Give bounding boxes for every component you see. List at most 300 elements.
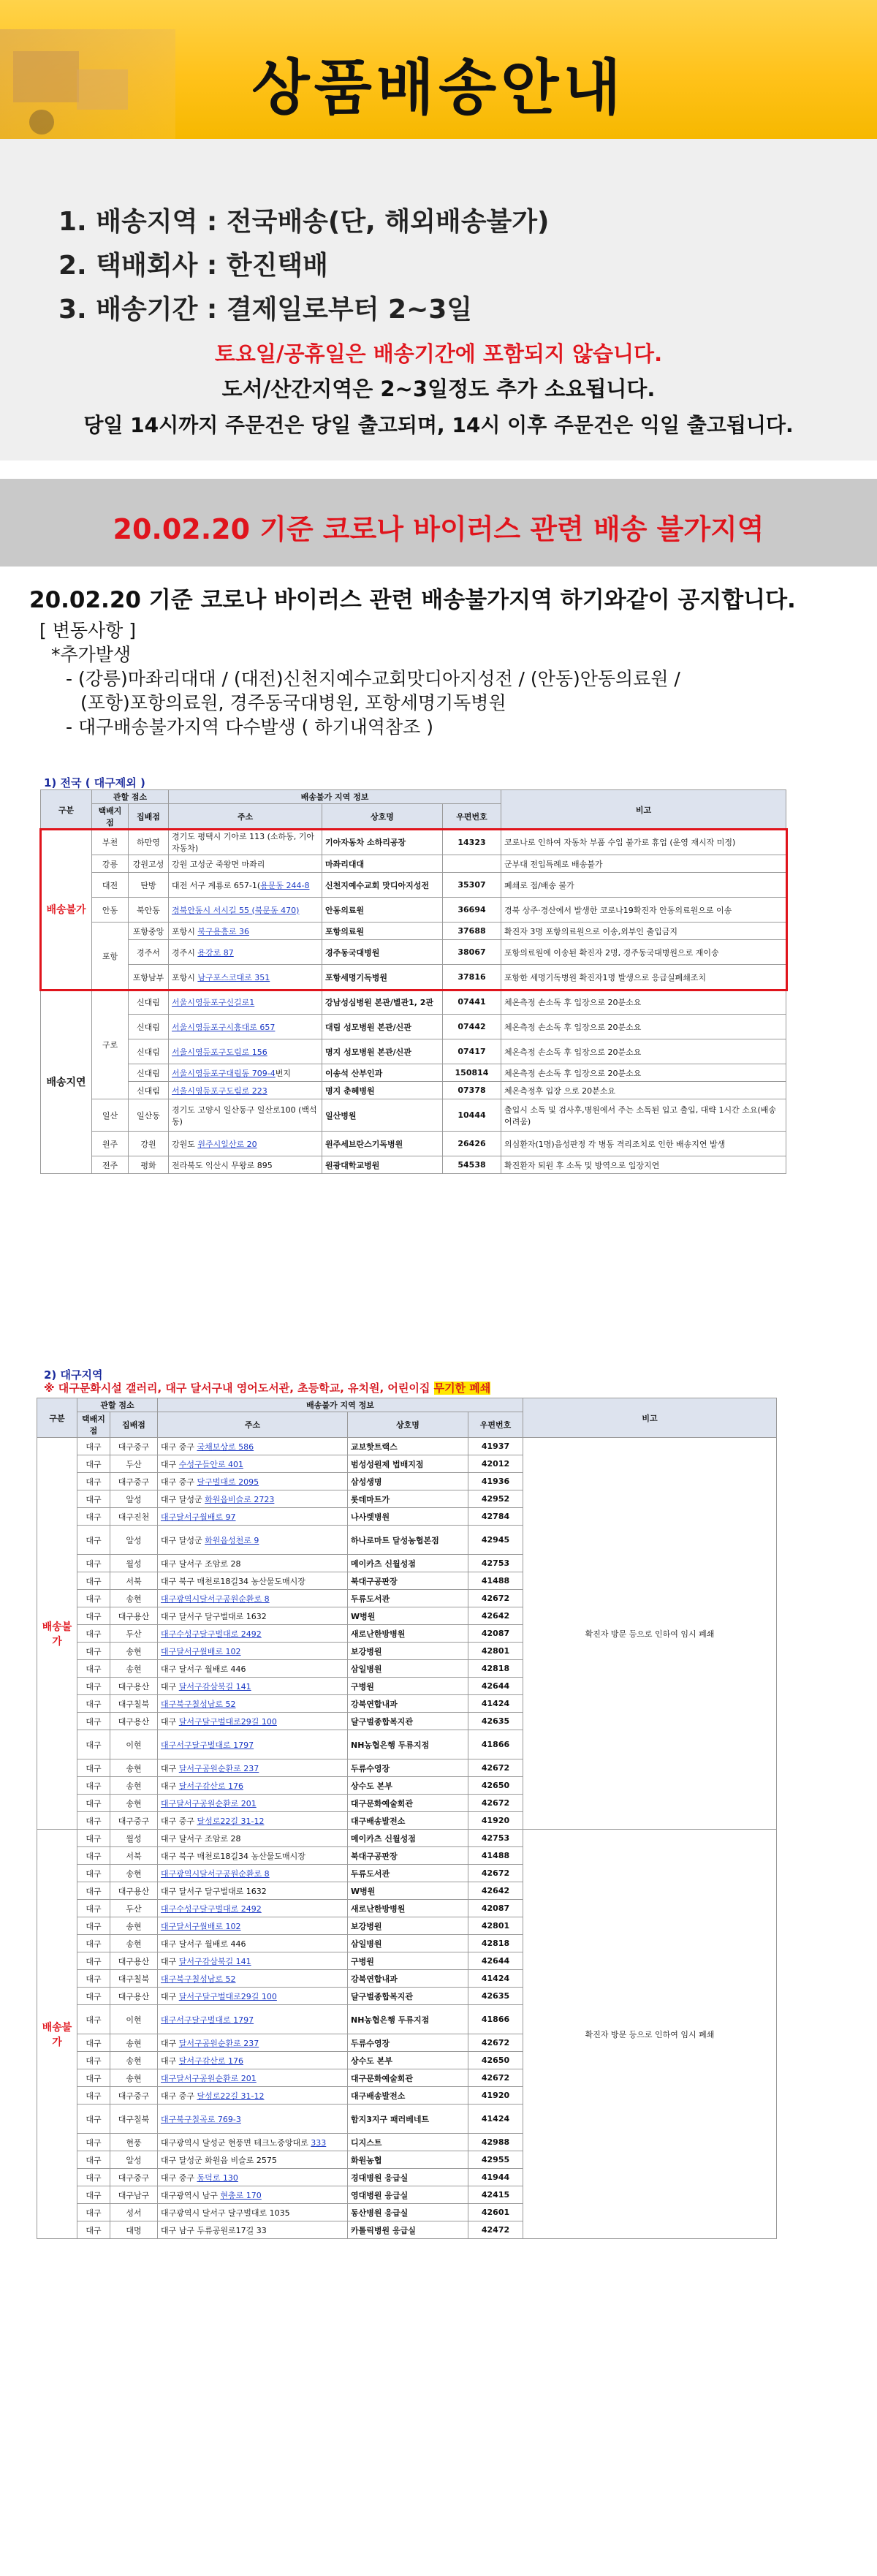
table-row	[41, 965, 786, 990]
area-cell: 대구	[77, 1607, 110, 1625]
col-header-info: 배송불가 지역 정보	[169, 790, 501, 804]
corona-banner	[0, 479, 877, 567]
depot-cell: 송현	[110, 1643, 158, 1660]
area-cell: 대구	[77, 1695, 110, 1713]
name-cell: 원광대학교병원	[322, 1156, 443, 1174]
name-cell: 달구벌종합복지관	[348, 1988, 468, 2005]
name-cell: 달구벌종합복지관	[348, 1713, 468, 1730]
table-row	[41, 1156, 786, 1174]
col-header-depot: 집배점	[129, 804, 169, 830]
area-cell: 대구	[77, 1713, 110, 1730]
address-link[interactable]: 대구광역시달서구공원순환로 8	[161, 1594, 270, 1604]
address-cell	[158, 1812, 348, 1830]
depot-cell: 탄방	[129, 873, 169, 898]
area-cell: 대구	[77, 1830, 110, 1847]
zip-cell: 41424	[468, 1970, 523, 1988]
area-cell: 대전	[92, 873, 129, 898]
note-cell: 군부대 전입특례로 배송불가	[501, 855, 786, 873]
address-cell	[158, 1455, 348, 1473]
address-cell	[158, 2069, 348, 2087]
address-link[interactable]: 경북안동시 서시길 55 (북문동 470)	[172, 905, 300, 915]
address-link[interactable]: 달성로22길 31-12	[197, 2091, 265, 2101]
address-cell	[169, 1039, 322, 1064]
table2-subtitle	[44, 1380, 490, 1395]
address-text: 대구 달성군	[161, 1494, 205, 1504]
address-cell	[158, 2186, 348, 2204]
address-cell	[158, 1952, 348, 1970]
area-cell: 대구	[77, 1900, 110, 1917]
address-link[interactable]: 대구달서구월배로 102	[161, 1646, 241, 1656]
zip-cell: 41866	[468, 1730, 523, 1759]
zip-cell: 07442	[443, 1015, 501, 1039]
address-link[interactable]: 현충로 170	[220, 2190, 262, 2200]
col-header-office: 관할 점소	[77, 1398, 158, 1412]
address-cell	[158, 1795, 348, 1812]
name-cell: 기아자동차 소하리공장	[322, 830, 443, 855]
zip-cell: 42818	[468, 1660, 523, 1678]
name-cell: 대구문화예술회관	[348, 1795, 468, 1812]
zip-cell: 42784	[468, 1508, 523, 1526]
address-text: 대전 서구 계룡로 657-1(	[172, 880, 261, 890]
address-link[interactable]: 달서구감산로 176	[178, 1781, 243, 1791]
name-cell: 두류도서관	[348, 1590, 468, 1607]
notice-line: - (강릉)마좌리대대 / (대전)신천지예수교회맛디아지성전 / (안동)안동의료원 /	[66, 668, 680, 689]
col-header-zip: 우편번호	[443, 804, 501, 830]
address-cell	[158, 1917, 348, 1935]
note-cell: 체온측정 손소독 후 입장으로 20분소요	[501, 1015, 786, 1039]
col-header-address: 주소	[158, 1412, 348, 1438]
zip-cell: 42945	[468, 1526, 523, 1555]
area-cell: 대구	[77, 1660, 110, 1678]
depot-cell: 대구칠북	[110, 2105, 158, 2134]
address-cell	[158, 1607, 348, 1625]
address-cell	[169, 1015, 322, 1039]
address-cell	[158, 2151, 348, 2169]
address-text: 경주시	[172, 947, 198, 958]
zip-cell: 41488	[468, 1572, 523, 1590]
address-link[interactable]: 달서구공원순환로 237	[178, 2038, 259, 2048]
col-header-note: 비고	[523, 1398, 777, 1438]
depot-cell: 알성	[110, 2151, 158, 2169]
note-cell: 경북 상주·경산에서 발생한 코로나19확진자 안동의료원으로 이송	[501, 898, 786, 923]
table-row	[41, 1039, 786, 1064]
depot-cell: 대구칠북	[110, 1970, 158, 1988]
name-cell: 강북연합내과	[348, 1970, 468, 1988]
area-cell: 대구	[77, 1917, 110, 1935]
address-link[interactable]: 대구달서구월배로 97	[161, 1512, 236, 1522]
area-cell: 대구	[77, 1490, 110, 1508]
col-header-depot: 집배점	[110, 1412, 158, 1438]
address-link[interactable]: 북구용흥로 36	[197, 926, 249, 936]
nationwide-table	[40, 789, 786, 1174]
zip-cell: 42753	[468, 1830, 523, 1847]
page-title: 상품배송안내	[251, 53, 626, 123]
address-cell	[169, 873, 322, 898]
address-link[interactable]: 달구벌대로 2095	[197, 1477, 259, 1487]
area-cell: 대구	[77, 2052, 110, 2069]
address-link[interactable]: 달서구달구벌대로29길 100	[178, 1716, 277, 1727]
note-cell: 포항한 세명기독병원 확진자1명 발생으로 응급실폐쇄조치	[501, 965, 786, 990]
area-cell: 대구	[77, 1865, 110, 1882]
address-cell	[169, 1082, 322, 1099]
zip-cell: 41920	[468, 2087, 523, 2105]
name-cell: 대구배송발전소	[348, 2087, 468, 2105]
area-cell: 대구	[77, 1555, 110, 1572]
zip-cell: 41424	[468, 2105, 523, 2134]
depot-cell: 신대림	[129, 1015, 169, 1039]
address-link[interactable]: 대구북구칠성남로 52	[161, 1974, 236, 1984]
address-text: 대구광역시 달서구 달구벌대로 1035	[161, 2208, 290, 2218]
courier-company: 2. 택배회사 : 한진택배	[58, 251, 328, 281]
address-cell	[158, 1830, 348, 1847]
depot-cell: 송현	[110, 1660, 158, 1678]
address-cell	[158, 2134, 348, 2151]
zip-cell: 42087	[468, 1625, 523, 1643]
address-text: 대구 중구	[161, 1477, 197, 1487]
notice-line: - 대구배송불가지역 다수발생 ( 하기내역참조 )	[66, 716, 433, 738]
address-link[interactable]: 화원읍성천로 9	[205, 1535, 259, 1545]
group-label: 배송불가	[37, 1438, 77, 1830]
address-link[interactable]: 원주시일산로 20	[197, 1139, 257, 1149]
address-link[interactable]: 대구달서구월배로 102	[161, 1921, 241, 1931]
depot-cell: 월성	[110, 1555, 158, 1572]
address-link[interactable]: 서울시영등포구신길로1	[172, 997, 255, 1007]
address-link[interactable]: 대구북구칠곡로 769-3	[161, 2114, 241, 2124]
group-label: 배송불가	[41, 830, 92, 990]
address-link[interactable]: 서울시영등포구도림로 223	[172, 1086, 267, 1096]
address-text: 포항시	[172, 926, 198, 936]
depot-cell: 경주서	[129, 940, 169, 965]
table-row	[41, 898, 786, 923]
zip-cell: 42672	[468, 1590, 523, 1607]
area-cell: 대구	[77, 1952, 110, 1970]
col-header-office: 관할 점소	[92, 790, 169, 804]
note-cell: 코로나로 인하여 자동차 부품 수입 불가로 휴업 (운영 재시작 미정)	[501, 830, 786, 855]
col-header-gubun: 구분	[37, 1398, 77, 1438]
name-cell: 일산병원	[322, 1099, 443, 1132]
zip-cell: 42650	[468, 2052, 523, 2069]
note-cell: 체온측정후 입장 으로 20분소요	[501, 1082, 786, 1099]
address-link[interactable]: 대구북구칠성남로 52	[161, 1699, 236, 1709]
name-cell: 함지3지구 패러베네트	[348, 2105, 468, 2134]
zip-cell: 07378	[443, 1082, 501, 1099]
zip-cell: 42642	[468, 1607, 523, 1625]
depot-cell: 대구칠북	[110, 1695, 158, 1713]
name-cell: 카톨릭병원 응급실	[348, 2221, 468, 2239]
note-cell: 체온측정 손소독 후 입장으로 20분소요	[501, 990, 786, 1015]
remote-area-notice: 도서/산간지역은 2~3일정도 추가 소요됩니다.	[221, 376, 656, 401]
depot-cell: 송현	[110, 1759, 158, 1777]
address-text: 대구	[161, 2038, 179, 2048]
area-cell: 부천	[92, 830, 129, 855]
address-text: 경기도 평택시 기아로 113 (소하동, 기아자동차)	[172, 832, 315, 853]
name-cell: 새로난한방병원	[348, 1625, 468, 1643]
address-cell	[158, 2034, 348, 2052]
zip-cell: 42087	[468, 1900, 523, 1917]
zip-cell: 42672	[468, 1865, 523, 1882]
address-link[interactable]: 서울시영등포구대림동 709-4	[172, 1068, 276, 1078]
depot-cell: 대구중구	[110, 1438, 158, 1455]
notice-line: *추가발생	[51, 644, 132, 665]
address-cell	[158, 1473, 348, 1490]
zip-cell: 42644	[468, 1678, 523, 1695]
depot-cell: 신대림	[129, 1082, 169, 1099]
address-link[interactable]: 달서구감삼북길 141	[178, 1681, 251, 1692]
depot-cell: 서북	[110, 1572, 158, 1590]
zip-cell: 38067	[443, 940, 501, 965]
zip-cell: 41936	[468, 1473, 523, 1490]
address-link[interactable]: 달서구감삼북길 141	[178, 1956, 251, 1966]
col-header-gubun: 구분	[41, 790, 92, 830]
address-cell	[169, 923, 322, 940]
address-cell	[169, 898, 322, 923]
area-cell: 대구	[77, 1970, 110, 1988]
address-link[interactable]: 수성구들안로 401	[178, 1459, 243, 1469]
address-cell	[158, 1643, 348, 1660]
table-row	[41, 1099, 786, 1132]
address-link[interactable]: 대구서구달구벌대로 1797	[161, 2015, 254, 2025]
corona-notice	[29, 581, 862, 739]
address-link[interactable]: 달서구공원순환로 237	[178, 1763, 259, 1773]
area-cell: 대구	[77, 1678, 110, 1695]
address-link[interactable]: 대구달서구공원순환로 201	[161, 1798, 257, 1808]
zip-cell: 42801	[468, 1643, 523, 1660]
area-cell: 대구	[77, 2087, 110, 2105]
area-cell: 대구	[77, 2151, 110, 2169]
name-cell: 영대병원 응급실	[348, 2186, 468, 2204]
zip-cell: 42012	[468, 1455, 523, 1473]
depot-cell: 강원고성	[129, 855, 169, 873]
area-cell: 대구	[77, 1526, 110, 1555]
address-cell	[158, 1900, 348, 1917]
address-text: 대구 달서구 월배로 446	[161, 1664, 246, 1674]
name-cell: 두류수영장	[348, 2034, 468, 2052]
depot-cell: 포항남부	[129, 965, 169, 990]
name-cell: 두류도서관	[348, 1865, 468, 1882]
zip-cell: 37816	[443, 965, 501, 990]
name-cell: 신천지예수교회 맛디아지성전	[322, 873, 443, 898]
note-cell: 확진자 3명 포항의료원으로 이송,외부인 출입금지	[501, 923, 786, 940]
address-text: 대구 달서구 조암로 28	[161, 1558, 241, 1569]
table1-title: 1) 전국 ( 대구제외 )	[44, 776, 145, 789]
address-cell	[158, 2169, 348, 2186]
name-cell: 상수도 본부	[348, 1777, 468, 1795]
name-cell: 마좌리대대	[322, 855, 443, 873]
zip-cell: 42672	[468, 1795, 523, 1812]
address-cell	[158, 2204, 348, 2221]
address-link[interactable]: 국채보상로 586	[197, 1442, 254, 1452]
address-link[interactable]: 달서구달구벌대로29길 100	[178, 1991, 277, 2001]
col-header-zip: 우편번호	[468, 1412, 523, 1438]
address-text: 대구 북구 매천로18길34 농산물도매시장	[161, 1851, 305, 1861]
col-header-address: 주소	[169, 804, 322, 830]
address-link[interactable]: 대구수성구달구벌대로 2492	[161, 1629, 262, 1639]
area-cell: 대구	[77, 1882, 110, 1900]
address-link[interactable]: 서울시영등포구도림로 156	[172, 1047, 267, 1057]
name-cell: 삼일병원	[348, 1660, 468, 1678]
address-text: 대구 달서구 월배로 446	[161, 1939, 246, 1949]
address-text: 경기도 고양시 일산동구 일산로100 (백석동)	[172, 1105, 317, 1126]
table-row	[41, 990, 786, 1015]
address-text: 대구 중구	[161, 1442, 197, 1452]
depot-cell: 신대림	[129, 1039, 169, 1064]
address-cell	[158, 2005, 348, 2034]
zip-cell: 35307	[443, 873, 501, 898]
depot-cell: 대구용산	[110, 1988, 158, 2005]
depot-cell: 대구용산	[110, 1713, 158, 1730]
zip-cell: 54538	[443, 1156, 501, 1174]
area-cell: 일산	[92, 1099, 129, 1132]
note-cell: 확진자 방문 등으로 인하여 임시 폐쇄	[523, 1438, 777, 1830]
depot-cell: 신대림	[129, 1064, 169, 1082]
name-cell: 포항세명기독병원	[322, 965, 443, 990]
area-cell: 대구	[77, 1572, 110, 1590]
col-header-branch: 택배지점	[92, 804, 129, 830]
address-link[interactable]: 대구서구달구벌대로 1797	[161, 1740, 254, 1750]
depot-cell: 송현	[110, 2034, 158, 2052]
area-cell: 대구	[77, 1455, 110, 1473]
name-cell: 강북연합내과	[348, 1695, 468, 1713]
zip-cell: 42635	[468, 1988, 523, 2005]
address-text: 대구 달성군	[161, 1535, 205, 1545]
zip-cell: 150814	[443, 1064, 501, 1082]
table2-subtitle-text: ※ 대구문화시설 갤러리, 대구 달서구내 영어도서관, 초등학교, 유치원, 어린이집	[44, 1382, 434, 1395]
address-text: 대구	[161, 1716, 179, 1727]
zip-cell: 42955	[468, 2151, 523, 2169]
name-cell: NH농협은행 두류지점	[348, 2005, 468, 2034]
address-link[interactable]: 서울시영등포구시흥대로 657	[172, 1022, 276, 1032]
zip-cell: 14323	[443, 830, 501, 855]
area-cell: 대구	[77, 2169, 110, 2186]
shipping-area: 1. 배송지역 : 전국배송(단, 해외배송불가)	[58, 207, 550, 237]
address-link[interactable]: 용강로 87	[197, 947, 234, 958]
address-cell	[169, 1156, 322, 1174]
depot-cell: 대구용산	[110, 1607, 158, 1625]
address-text: 대구 중구	[161, 2091, 197, 2101]
address-cell	[158, 1590, 348, 1607]
name-cell: 구병원	[348, 1952, 468, 1970]
name-cell: 새로난한방병원	[348, 1900, 468, 1917]
depot-cell: 월성	[110, 1830, 158, 1847]
name-cell: 북대구공판장	[348, 1847, 468, 1865]
address-link[interactable]: 333	[311, 2137, 327, 2148]
address-link[interactable]: 대구달서구공원순환로 201	[161, 2073, 257, 2083]
area-cell: 대구	[77, 1935, 110, 1952]
address-link[interactable]: 대구광역시달서구공원순환로 8	[161, 1868, 270, 1879]
zip-cell: 07441	[443, 990, 501, 1015]
area-cell: 대구	[77, 2105, 110, 2134]
address-cell	[158, 1759, 348, 1777]
area-cell: 대구	[77, 1438, 110, 1455]
address-link[interactable]: 남구포스코대로 351	[197, 972, 270, 982]
address-cell	[158, 1660, 348, 1678]
depot-cell: 성서	[110, 2204, 158, 2221]
area-cell: 대구	[77, 1777, 110, 1795]
name-cell: 범성성원제 법배지점	[348, 1455, 468, 1473]
address-text: 대구	[161, 1956, 179, 1966]
address-text: 대구	[161, 1991, 179, 2001]
note-cell: 포항의료원에 이송된 확진자 2명, 경주동국대병원으로 재이송	[501, 940, 786, 965]
name-cell: W병원	[348, 1607, 468, 1625]
table-row	[41, 1015, 786, 1039]
depot-cell: 대구중구	[110, 1812, 158, 1830]
name-cell: 보강병원	[348, 1643, 468, 1660]
zip-cell: 36694	[443, 898, 501, 923]
note-cell: 확진자 방문 등으로 인하여 임시 폐쇄	[523, 1830, 777, 2239]
address-link[interactable]: 용문동 244-8	[260, 880, 310, 890]
name-cell: 포항의료원	[322, 923, 443, 940]
zip-cell: 42415	[468, 2186, 523, 2204]
depot-cell: 송현	[110, 2052, 158, 2069]
depot-cell: 대구용산	[110, 1678, 158, 1695]
note-cell: 확진환자 퇴원 후 소독 및 방역으로 입장지연	[501, 1156, 786, 1174]
address-text: 대구 북구 매천로18길34 농산물도매시장	[161, 1576, 305, 1586]
depot-cell: 하만영	[129, 830, 169, 855]
address-text: 대구광역시 남구	[161, 2190, 221, 2200]
name-cell: 명지 성모병원 본관/신관	[322, 1039, 443, 1064]
address-cell	[169, 1132, 322, 1156]
group-label: 배송불가	[37, 1830, 77, 2239]
area-cell: 대구	[77, 2005, 110, 2034]
depot-cell: 송현	[110, 1917, 158, 1935]
name-cell: 보강병원	[348, 1917, 468, 1935]
note-cell: 출입시 소독 및 검사후,병원에서 주는 소독된 입고 출입, 대략 1시간 소요(배송 어려움)	[501, 1099, 786, 1132]
table-row	[41, 1132, 786, 1156]
address-link[interactable]: 화원읍비슬로 2723	[205, 1494, 275, 1504]
zip-cell: 26426	[443, 1132, 501, 1156]
zip-cell: 41937	[468, 1438, 523, 1455]
zip-cell: 42601	[468, 2204, 523, 2221]
area-cell: 대구	[77, 1812, 110, 1830]
address-cell	[158, 1970, 348, 1988]
zip-cell: 41866	[468, 2005, 523, 2034]
address-link[interactable]: 달성로22길 31-12	[197, 1816, 265, 1826]
address-suffix: 번지	[275, 1068, 291, 1078]
address-link[interactable]: 달서구감산로 176	[178, 2056, 243, 2066]
name-cell: 명지 춘혜병원	[322, 1082, 443, 1099]
notice-title: 20.02.20 기준 코로나 바이러스 관련 배송불가지역 하기와같이 공지합니다.	[29, 587, 796, 613]
zip-cell: 42650	[468, 1777, 523, 1795]
address-link[interactable]: 동덕로 130	[197, 2172, 238, 2183]
name-cell: 이송석 산부인과	[322, 1064, 443, 1082]
depot-cell: 알성	[110, 1526, 158, 1555]
note-cell: 체온측정 손소독 후 입장으로 20분소요	[501, 1064, 786, 1082]
address-cell	[158, 1508, 348, 1526]
zip-cell: 42672	[468, 1759, 523, 1777]
address-cell	[158, 1678, 348, 1695]
depot-cell: 서북	[110, 1847, 158, 1865]
address-cell	[158, 2105, 348, 2134]
corona-banner-title: 20.02.20 기준 코로나 바이러스 관련 배송 불가지역	[113, 513, 764, 545]
table-row	[41, 855, 786, 873]
depot-cell: 일산동	[129, 1099, 169, 1132]
name-cell: 동산병원 응급실	[348, 2204, 468, 2221]
address-text: 전라북도 익산시 무왕로 895	[172, 1160, 273, 1170]
address-link[interactable]: 대구수성구달구벌대로 2492	[161, 1903, 262, 1914]
address-cell	[158, 1713, 348, 1730]
name-cell: 경대병원 응급실	[348, 2169, 468, 2186]
zip-cell: 37688	[443, 923, 501, 940]
shipping-period: 3. 배송기간 : 결제일로부터 2~3일	[58, 295, 473, 325]
name-cell: 화원농협	[348, 2151, 468, 2169]
depot-cell: 두산	[110, 1625, 158, 1643]
zip-cell: 41424	[468, 1695, 523, 1713]
address-text: 대구	[161, 1681, 179, 1692]
area-cell: 대구	[77, 2204, 110, 2221]
address-cell	[158, 1490, 348, 1508]
name-cell: 메이카츠 신월성점	[348, 1830, 468, 1847]
depot-cell: 알성	[110, 1490, 158, 1508]
